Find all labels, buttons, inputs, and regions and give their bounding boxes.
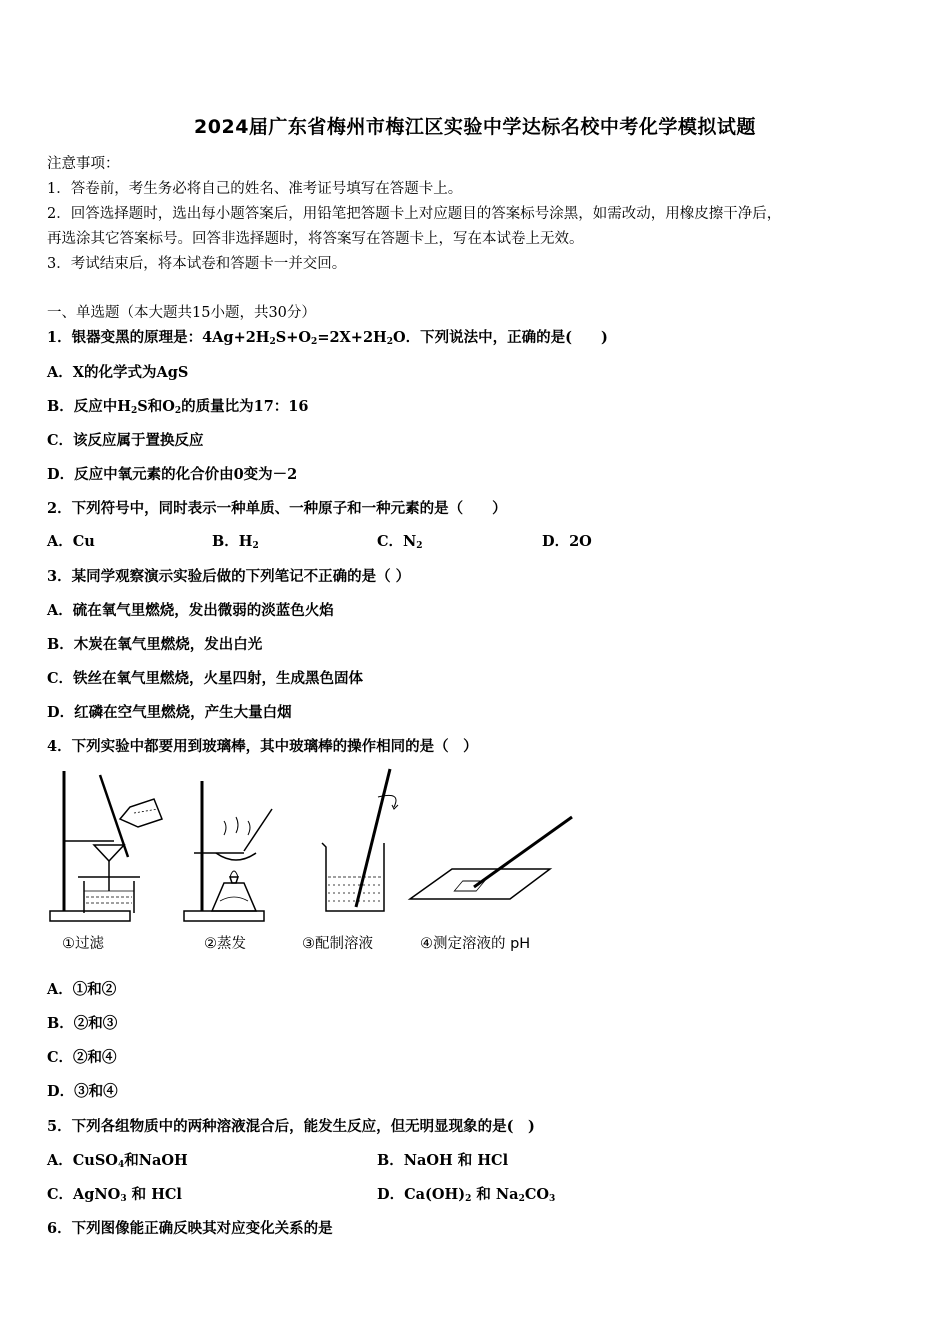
q1-option-d[interactable]: D．反应中氧元素的化合价由0变为－2 [47,466,298,483]
q4-option-a[interactable]: A．①和② [47,981,117,998]
q3-option-b[interactable]: B．木炭在氧气里燃烧，发出白光 [47,636,263,653]
evaporation-apparatus [184,781,272,921]
figure-label-ph: ④测定溶液的 pH [420,936,531,952]
q4-option-c[interactable]: C．②和④ [47,1049,117,1066]
q3-option-c[interactable]: C．铁丝在氧气里燃烧，火星四射，生成黑色固体 [47,670,364,687]
figure-label-evaporation: ②蒸发 [204,936,246,952]
notice-heading: 注意事项： [47,156,120,172]
q2-option-b[interactable]: B．$H_2$ [212,533,259,551]
question-6-stem: 6．下列图像能正确反映其对应变化关系的是 [47,1220,333,1237]
figure-label-solution: ③配制溶液 [302,936,373,952]
notice-item: 1．答卷前，考生务必将自己的姓名、准考证号填写在答题卡上。 [47,181,463,197]
question-5-stem: 5．下列各组物质中的两种溶液混合后，能发生反应，但无明显现象的是( ) [47,1118,535,1135]
filtration-apparatus [50,771,162,921]
notice-item: 再选涂其它答案标号。回答非选择题时，将答案写在答题卡上，写在本试卷上无效。 [47,231,584,247]
q1-option-c[interactable]: C．该反应属于置换反应 [47,432,204,449]
figure-label-filtration: ①过滤 [62,936,104,952]
page-title: 2024届广东省梅州市梅江区实验中学达标名校中考化学模拟试题 [194,116,756,138]
q3-option-a[interactable]: A．硫在氧气里燃烧，发出微弱的淡蓝色火焰 [47,602,334,619]
question-3-stem: 3．某同学观察演示实验后做的下列笔记不正确的是（ ） [47,568,411,585]
q5-option-c[interactable]: C．AgNO$_3$ 和 HCl [47,1186,182,1204]
question-2-stem: 2．下列符号中，同时表示一种单质、一种原子和一种元素的是（ ） [47,500,507,517]
q2-option-c[interactable]: C．$N_2$ [377,533,423,551]
q5-option-d[interactable]: D．$Ca(OH)_2$ 和 $Na_2CO_3$ [377,1186,556,1204]
q2-option-d[interactable]: D．2O [542,533,592,550]
notice-item: 3．考试结束后，将本试卷和答题卡一并交回。 [47,256,347,272]
ph-test-apparatus [410,817,572,899]
question-4-stem: 4．下列实验中都要用到玻璃棒，其中玻璃棒的操作相同的是（ ） [47,738,478,755]
section-heading: 一、单选题（本大题共15小题，共30分） [47,305,316,321]
lab-apparatus-figure [44,765,584,955]
q5-option-b[interactable]: B．NaOH 和 HCl [377,1152,509,1169]
q4-option-b[interactable]: B．②和③ [47,1015,118,1032]
q1-option-b[interactable]: B．反应中$H_2S$和$O_2$的质量比为17：16 [47,398,309,416]
q5-option-a[interactable]: A．CuSO$_4$和NaOH [47,1152,188,1170]
dissolving-apparatus [322,769,398,911]
q3-option-d[interactable]: D．红磷在空气里燃烧，产生大量白烟 [47,704,292,721]
notice-item: 2．回答选择题时，选出每小题答案后，用铅笔把答题卡上对应题目的答案标号涂黑，如需改动，用橡皮擦干净后， [47,206,782,222]
q2-option-a[interactable]: A．Cu [47,533,95,550]
question-1-stem: 1．银器变黑的原理是：$4Ag+2H_2S+O_2=2X+2H_2O$．下列说法中，正确的是( ) [47,329,608,347]
q4-option-d[interactable]: D．③和④ [47,1083,118,1100]
q1-option-a[interactable]: A．X的化学式为AgS [47,364,189,381]
